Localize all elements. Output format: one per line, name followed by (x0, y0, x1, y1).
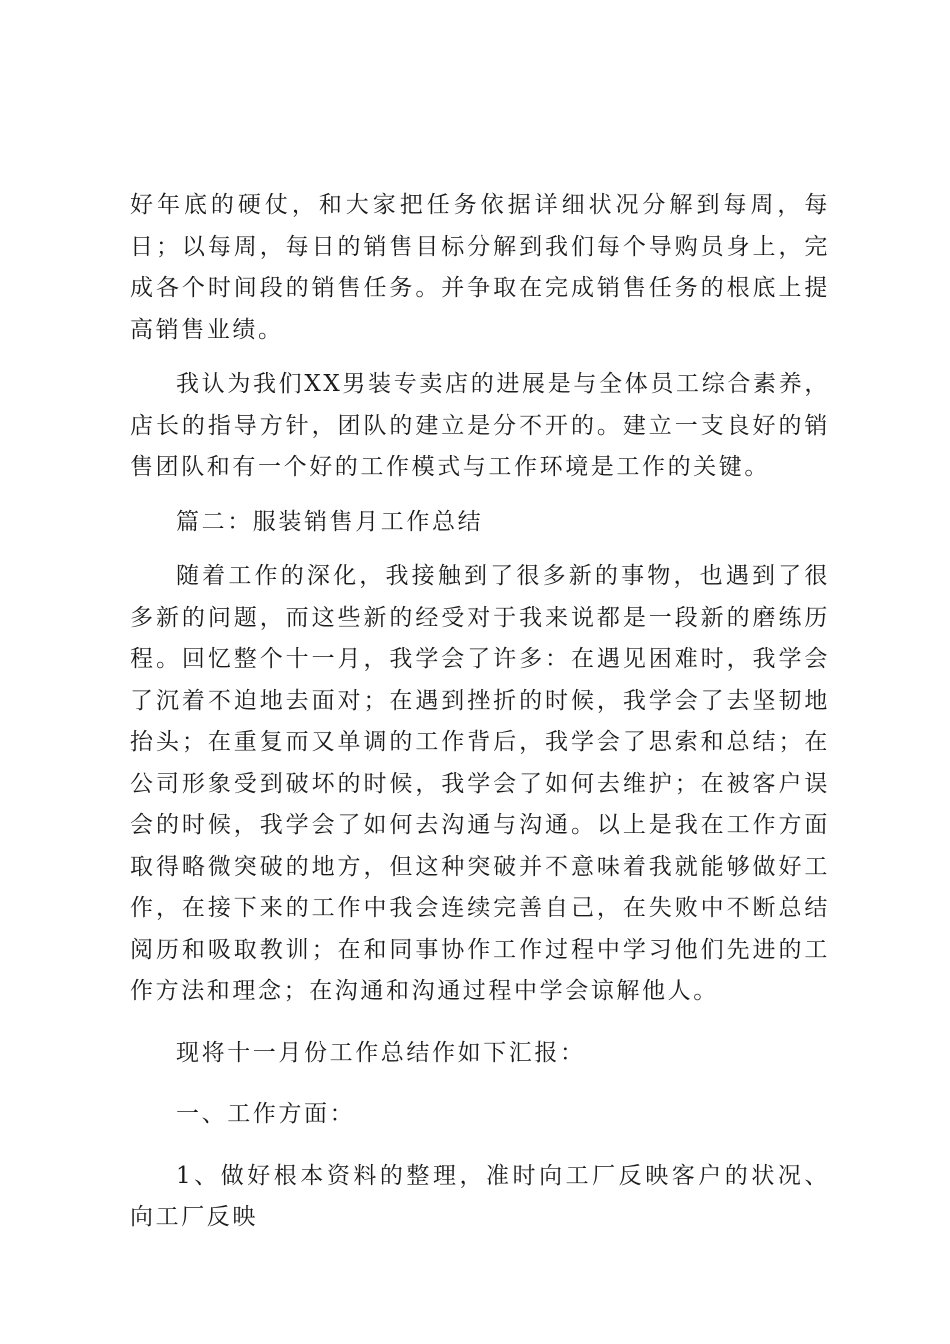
subsection-heading: 一、工作方面： (176, 1101, 356, 1127)
paragraph-continuation: 好年底的硬仗，和大家把任务依据详细状况分解到每周，每日；以每周，每日的销售目标分解到我们每个导购员身上，完成各个时间段的销售任务。并争取在完成销售任务的根底上提高销售业绩。 (130, 192, 830, 343)
section-heading: 篇二：服装销售月工作总结 (176, 508, 484, 535)
document-body (130, 185, 830, 1239)
paragraph-store-team: 我认为我们XX男装专卖店的进展是与全体员工综合素养，店长的指导方针，团队的建立是分不开的。建立一支良好的销售团队和有一个好的工作模式与工作环境是工作的关键。 (130, 371, 830, 480)
list-item: 1、做好根本资料的整理，准时向工厂反映客户的状况、向工厂反映 (130, 1162, 830, 1230)
paragraph-report-intro: 现将十一月份工作总结作如下汇报： (176, 1039, 586, 1066)
paragraph-monthly-review: 随着工作的深化，我接触到了很多新的事物，也遇到了很多新的问题，而这些新的经受对于我来说都是一段新的磨练历程。回忆整个十一月，我学会了许多：在遇见困难时，我学会了沉着不迫地去面对；在遇到挫折的时候，我学会了去坚韧地抬头；在重复而又单调的工作背后，我学会了思索和总结；在公司形象受到破坏的时候，我学会了如何去维护；在被客户误会的时候，我学会了如何去沟通与沟通。以上是我在工作方面取得略微突破的地方，但这种突破并不意味着我就能够做好工作，在接下来的工作中我会连续完善自己，在失败中不断总结阅历和吸取教训；在和同事协作工作过程中学习他们先进的工作方法和理念；在沟通和沟通过程中学会谅解他人。 (130, 563, 830, 1004)
